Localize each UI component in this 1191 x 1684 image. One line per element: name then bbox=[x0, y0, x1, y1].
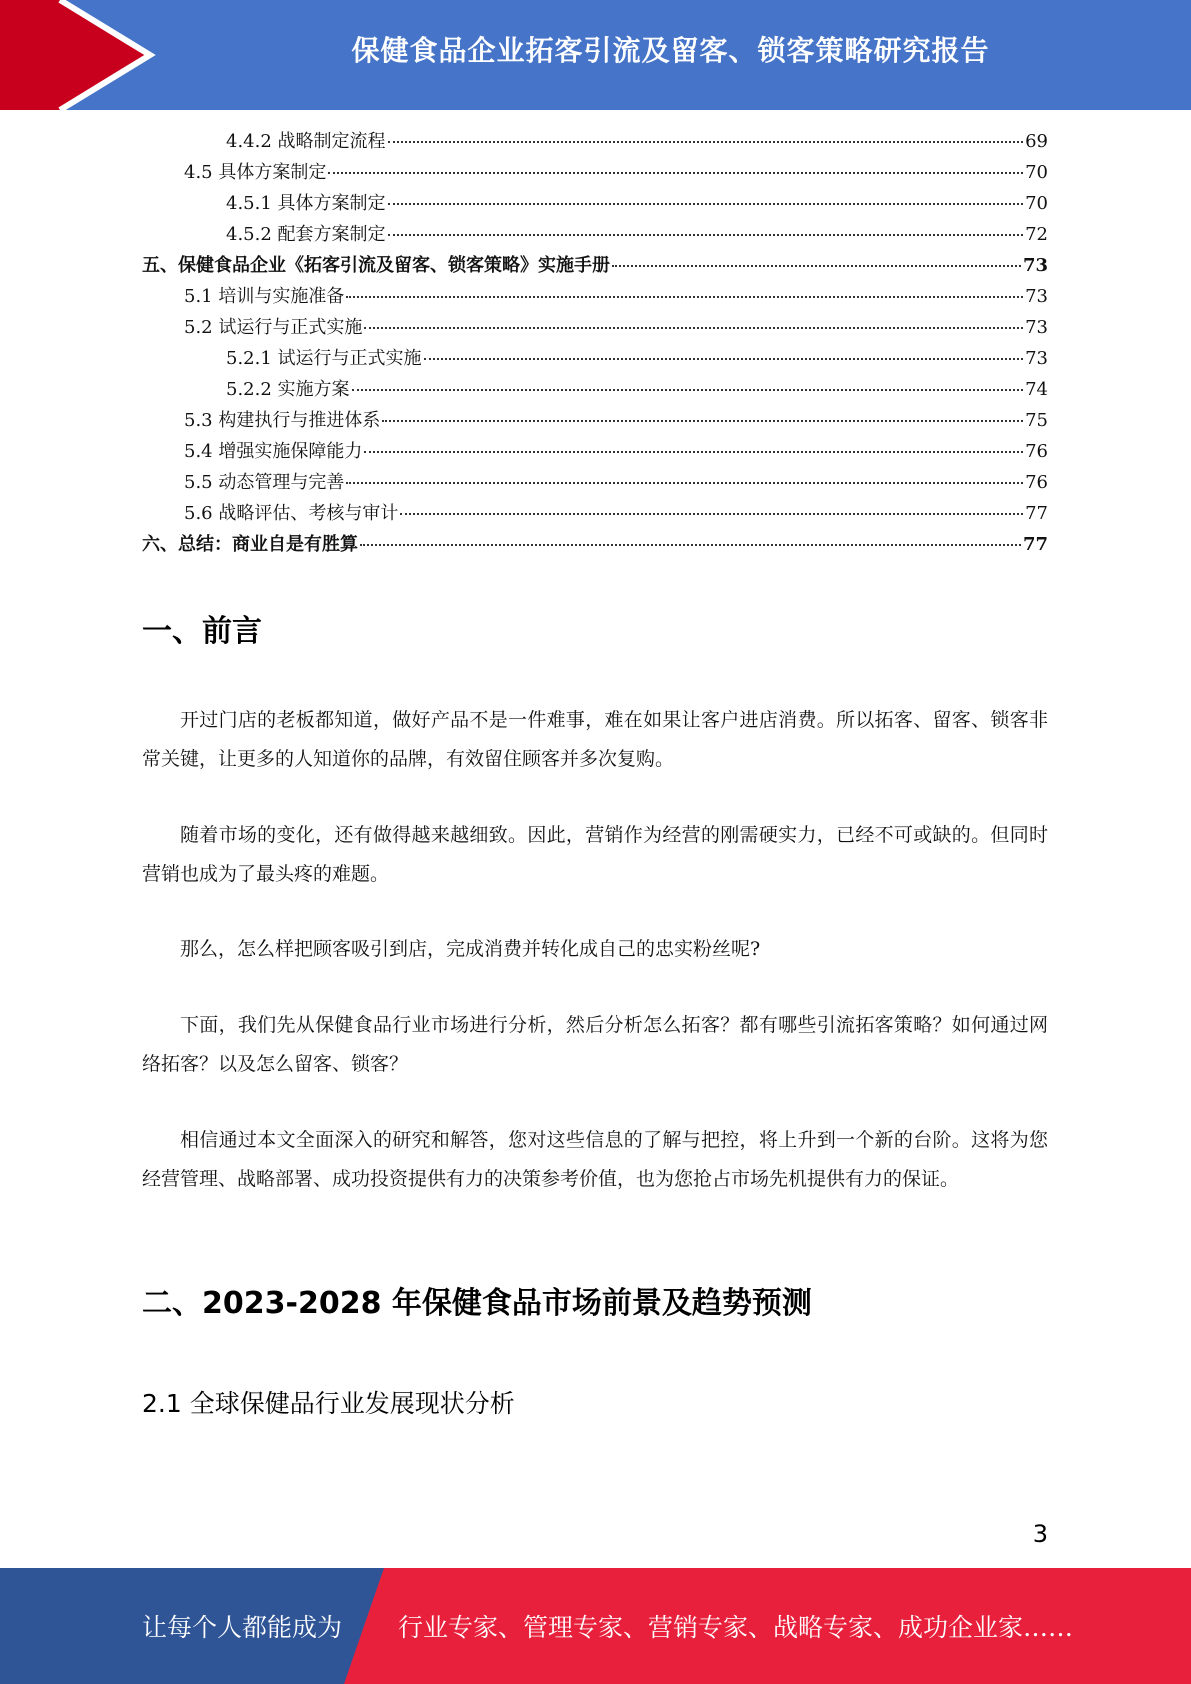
toc-entry-label: 4.4.2 战略制定流程 bbox=[226, 131, 386, 152]
table-of-contents bbox=[142, 127, 1048, 561]
toc-dot-leader bbox=[388, 234, 1024, 236]
toc-dot-leader bbox=[346, 482, 1023, 484]
toc-dot-leader bbox=[364, 451, 1023, 453]
toc-dot-leader bbox=[612, 265, 1021, 267]
toc-entry-label: 5.1 培训与实施准备 bbox=[184, 286, 345, 307]
paragraph: 随着市场的变化，还有做得越来越细致。因此，营销作为经营的刚需硬实力，已经不可或缺的。但同时营销也成为了最头疼的难题。 bbox=[142, 824, 1048, 885]
toc-entry-page: 70 bbox=[1025, 162, 1048, 183]
toc-entry[interactable] bbox=[142, 158, 1048, 189]
page-footer bbox=[0, 1568, 1191, 1684]
toc-entry-label: 5.5 动态管理与完善 bbox=[184, 472, 345, 493]
toc-dot-leader bbox=[360, 544, 1021, 546]
toc-entry-page: 73 bbox=[1025, 317, 1048, 338]
toc-entry-page: 73 bbox=[1025, 348, 1048, 369]
toc-entry-label: 5.6 战略评估、考核与审计 bbox=[184, 503, 399, 524]
toc-entry-page: 70 bbox=[1025, 193, 1048, 214]
page-number: 3 bbox=[1032, 1520, 1048, 1548]
toc-entry-page: 77 bbox=[1025, 503, 1048, 524]
toc-dot-leader bbox=[382, 420, 1023, 422]
section-heading-market-forecast: 二、2023-2028 年保健食品市场前景及趋势预测 bbox=[142, 1286, 812, 1321]
toc-entry-page: 69 bbox=[1025, 131, 1048, 152]
paragraph: 那么，怎么样把顾客吸引到店，完成消费并转化成自己的忠实粉丝呢? bbox=[180, 938, 761, 960]
page-header bbox=[0, 0, 1191, 110]
toc-entry-label: 5.3 构建执行与推进体系 bbox=[184, 410, 381, 431]
toc-entry[interactable] bbox=[142, 251, 1048, 282]
toc-entry-label: 5.2.1 试运行与正式实施 bbox=[226, 348, 422, 369]
toc-entry[interactable] bbox=[142, 406, 1048, 437]
toc-entry-page: 76 bbox=[1025, 472, 1048, 493]
toc-entry-label: 六、总结：商业自是有胜算 bbox=[142, 534, 358, 555]
toc-entry[interactable] bbox=[142, 468, 1048, 499]
toc-dot-leader bbox=[424, 358, 1024, 360]
toc-dot-leader bbox=[352, 389, 1024, 391]
toc-entry-page: 76 bbox=[1025, 441, 1048, 462]
subsection-heading: 2.1 全球保健品行业发展现状分析 bbox=[142, 1389, 515, 1418]
toc-dot-leader bbox=[346, 296, 1023, 298]
toc-entry-page: 74 bbox=[1025, 379, 1048, 400]
toc-entry[interactable] bbox=[142, 530, 1048, 561]
toc-entry[interactable] bbox=[142, 499, 1048, 530]
toc-entry-label: 5.2.2 实施方案 bbox=[226, 379, 350, 400]
footer-slogan-right: 行业专家、管理专家、营销专家、战略专家、成功企业家…… bbox=[398, 1613, 1074, 1642]
toc-entry[interactable] bbox=[142, 313, 1048, 344]
toc-entry-page: 77 bbox=[1022, 534, 1048, 555]
toc-dot-leader bbox=[388, 141, 1024, 143]
paragraph: 相信通过本文全面深入的研究和解答，您对这些信息的了解与把控，将上升到一个新的台阶。这将为您经营管理、战略部署、成功投资提供有力的决策参考价值，也为您抢占市场先机提供有力的保证。 bbox=[142, 1129, 1048, 1190]
toc-entry-page: 72 bbox=[1025, 224, 1048, 245]
toc-entry[interactable] bbox=[142, 282, 1048, 313]
toc-entry-label: 4.5.2 配套方案制定 bbox=[226, 224, 386, 245]
toc-entry-label: 5.2 试运行与正式实施 bbox=[184, 317, 363, 338]
paragraph: 下面，我们先从保健食品行业市场进行分析，然后分析怎么拓客？都有哪些引流拓客策略？如何通过网络拓客？以及怎么留客、锁客？ bbox=[142, 1014, 1048, 1075]
toc-entry-page: 73 bbox=[1022, 255, 1048, 276]
toc-entry[interactable] bbox=[142, 344, 1048, 375]
toc-dot-leader bbox=[400, 513, 1023, 515]
toc-entry-label: 4.5.1 具体方案制定 bbox=[226, 193, 386, 214]
toc-entry[interactable] bbox=[142, 375, 1048, 406]
section-heading-preface: 一、前言 bbox=[142, 614, 262, 649]
toc-entry-page: 73 bbox=[1025, 286, 1048, 307]
toc-entry-label: 五、保健食品企业《拓客引流及留客、锁客策略》实施手册 bbox=[142, 255, 610, 276]
toc-dot-leader bbox=[328, 172, 1023, 174]
toc-entry[interactable] bbox=[142, 127, 1048, 158]
toc-dot-leader bbox=[364, 327, 1023, 329]
toc-entry-label: 4.5 具体方案制定 bbox=[184, 162, 327, 183]
toc-entry[interactable] bbox=[142, 437, 1048, 468]
toc-entry-page: 75 bbox=[1025, 410, 1048, 431]
toc-entry[interactable] bbox=[142, 220, 1048, 251]
paragraph: 开过门店的老板都知道，做好产品不是一件难事，难在如果让客户进店消费。所以拓客、留客、锁客非常关键，让更多的人知道你的品牌，有效留住顾客并多次复购。 bbox=[142, 709, 1048, 770]
toc-entry-label: 5.4 增强实施保障能力 bbox=[184, 441, 363, 462]
report-title: 保健食品企业拓客引流及留客、锁客策略研究报告 bbox=[351, 34, 990, 67]
toc-dot-leader bbox=[388, 203, 1024, 205]
toc-entry[interactable] bbox=[142, 189, 1048, 220]
footer-slogan-left: 让每个人都能成为 bbox=[142, 1613, 343, 1642]
